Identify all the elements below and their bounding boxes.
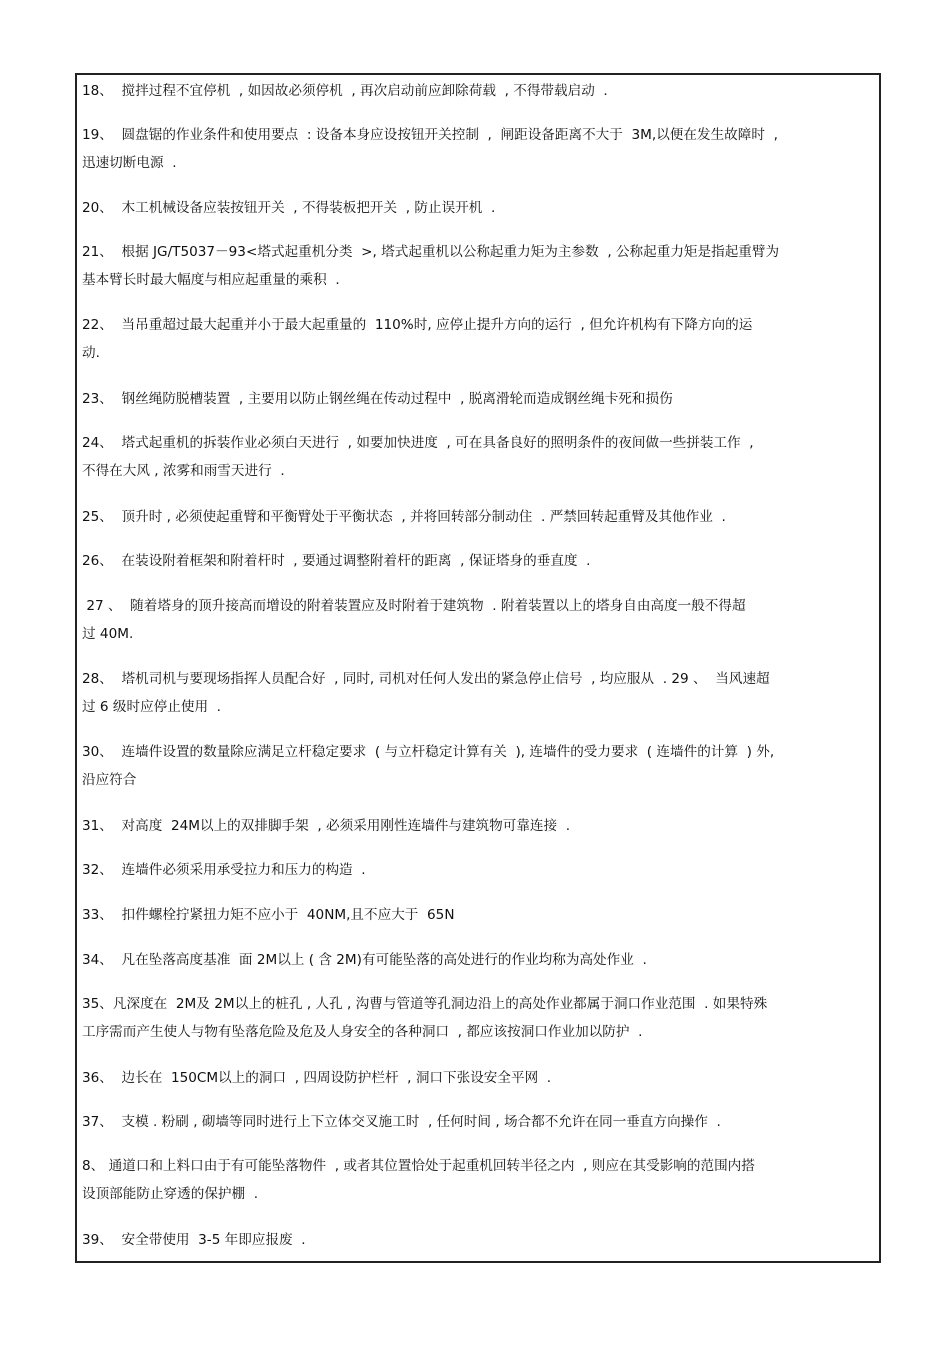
list-item-19: 19、 圆盘锯的作业条件和使用要点 : 设备本身应设按钮开关控制 , 闸距设备距离不大于 3M,以便在发生故障时 , 迅速切断电源 . — [82, 127, 778, 171]
list-item-21: 21、 根据 JG/T5037－93<塔式起重机分类 >, 塔式起重机以公称起重力矩为主参数 , 公称起重力矩是指起重臂为 基本臂长时最大幅度与相应起重量的乘积 . — [82, 244, 780, 288]
list-item-30: 30、 连墙件设置的数量除应满足立杆稳定要求 ( 与立杆稳定计算有关 ), 连墙件的受力要求 ( 连墙件的计算 ) 外, 沿应符合 — [82, 744, 775, 788]
list-item-23: 23、 钢丝绳防脱槽装置 , 主要用以防止钢丝绳在传动过程中 , 脱离滑轮而造成钢丝绳卡死和损伤 — [82, 391, 673, 407]
list-item-33: 33、 扣件螺栓拧紧扭力矩不应小于 40NM,且不应大于 65N — [82, 907, 455, 923]
list-item-26: 26、 在装设附着框架和附着杆时 , 要通过调整附着杆的距离 , 保证塔身的垂直度 . — [82, 553, 591, 569]
list-item-38: 8、 通道口和上料口由于有可能坠落物件 , 或者其位置恰处于起重机回转半径之内 , 则应在其受影响的范围内搭 设顶部能防止穿透的保护棚 . — [82, 1158, 755, 1202]
list-item-34: 34、 凡在坠落高度基准 面 2M以上 ( 含 2M)有可能坠落的高处进行的作业均称为高处作业 . — [82, 952, 647, 968]
list-item-32: 32、 连墙件必须采用承受拉力和压力的构造 . — [82, 862, 366, 878]
list-item-20: 20、 木工机械设备应装按钮开关 , 不得装板把开关 , 防止误开机 . — [82, 200, 496, 216]
list-item-35: 35、凡深度在 2M及 2M以上的桩孔 , 人孔 , 沟曹与管道等孔洞边沿上的高处作业都属于洞口作业范围 . 如果特殊 工序需而产生使人与物有坠落危险及危及人身安全的各种洞口 , 都应该按洞口作业加以防护 . — [82, 996, 768, 1040]
list-item-18: 18、 搅拌过程不宜停机 , 如因故必须停机 , 再次启动前应卸除荷载 , 不得带载启动 . — [82, 83, 608, 99]
list-item-25: 25、 顶升时 , 必须使起重臂和平衡臂处于平衡状态 , 并将回转部分制动住 . 严禁回转起重臂及其他作业 . — [82, 509, 726, 525]
list-item-39: 39、 安全带使用 3-5 年即应报废 . — [82, 1232, 306, 1248]
list-item-37: 37、 支模 . 粉刷 , 砌墙等同时进行上下立体交叉施工时 , 任何时间 , 场合都不允许在同一垂直方向操作 . — [82, 1114, 721, 1130]
list-item-36: 36、 边长在 150CM以上的洞口 , 四周设防护栏杆 , 洞口下张设安全平网 . — [82, 1070, 552, 1086]
list-item-24: 24、 塔式起重机的拆装作业必须白天进行 , 如要加快进度 , 可在具备良好的照明条件的夜间做一些拼装工作 , 不得在大风 , 浓雾和雨雪天进行 . — [82, 435, 754, 479]
list-item-28: 28、 塔机司机与要现场指挥人员配合好 , 同时, 司机对任何人发出的紧急停止信号 , 均应服从 . 29 、 当风速超 过 6 级时应停止使用 . — [82, 671, 770, 715]
list-item-27: 27 、 随着塔身的顶升接高而增设的附着装置应及时附着于建筑物 . 附着装置以上的塔身自由高度一般不得超 过 40M. — [82, 598, 746, 642]
document-frame — [75, 73, 881, 1263]
list-item-22: 22、 当吊重超过最大起重并小于最大起重量的 110%时, 应停止提升方向的运行 , 但允许机构有下降方向的运 动. — [82, 317, 753, 361]
list-item-31: 31、 对高度 24M以上的双排脚手架 , 必须采用刚性连墙件与建筑物可靠连接 . — [82, 818, 571, 834]
